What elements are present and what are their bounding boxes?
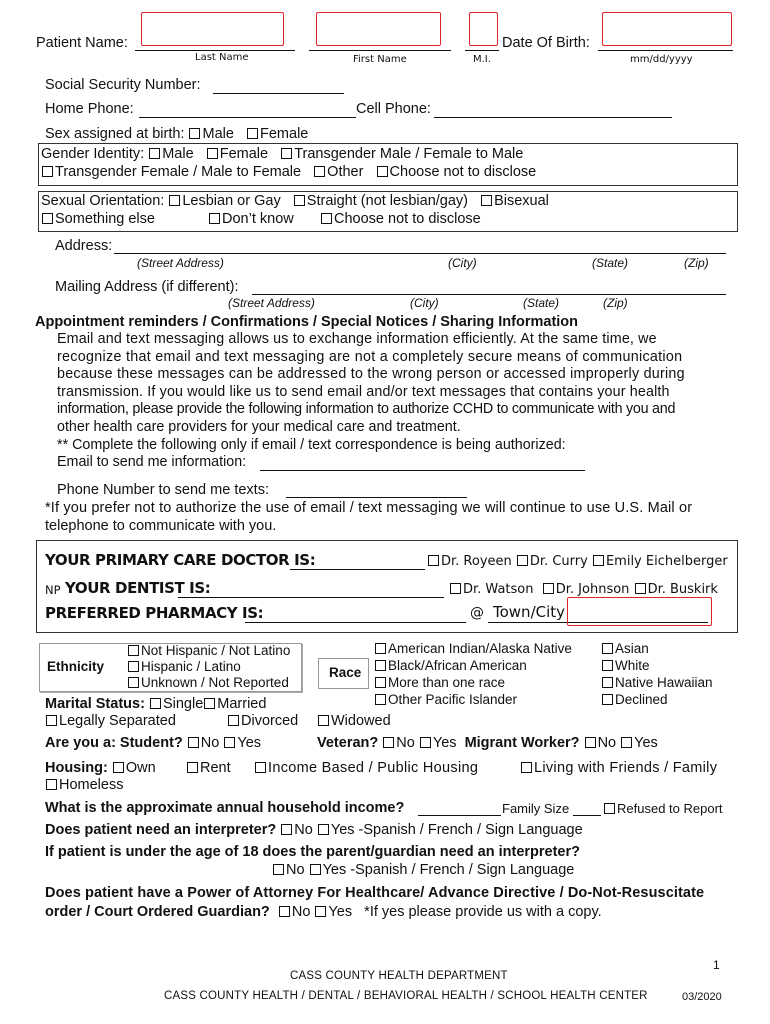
interpreter-label: Does patient need an interpreter? <box>45 822 277 838</box>
marital-row-1 <box>45 696 266 712</box>
dentist-label: YOUR DENTIST IS: <box>65 579 211 597</box>
gender-other-checkbox[interactable] <box>314 166 325 177</box>
divorced <box>227 713 298 729</box>
black-african-american-checkbox[interactable] <box>375 660 386 671</box>
migrant-yes-label: Yes <box>634 735 658 751</box>
orientation-label: Sexual Orientation: <box>41 193 165 209</box>
address-zip-caption: (Zip) <box>684 256 709 270</box>
dr-royeen-checkbox[interactable] <box>428 555 439 566</box>
address-street-caption: (Street Address) <box>137 256 224 270</box>
orientation-straight-label: Straight (not lesbian/gay) <box>306 193 468 209</box>
gender-male-label: Male <box>162 146 194 162</box>
sex-row <box>45 126 308 142</box>
orientation-else-label: Something else <box>55 211 155 227</box>
dob-caption: mm/dd/yyyy <box>630 54 693 65</box>
dr-royeen-label: Dr. Royeen <box>441 554 512 569</box>
address-label: Address: <box>55 238 113 254</box>
married-checkbox[interactable] <box>204 698 215 709</box>
migrant-no-label: No <box>597 735 617 751</box>
legally-separated <box>45 713 176 729</box>
dentist-options <box>449 582 718 597</box>
gender-trans-male-checkbox[interactable] <box>281 148 292 159</box>
dr-curry-label: Dr. Curry <box>529 554 588 569</box>
guardian-interpreter-options <box>272 862 574 878</box>
american-indian-checkbox[interactable] <box>375 643 386 654</box>
interpreter-languages <box>359 822 583 838</box>
gender-other-label: Other <box>327 164 364 180</box>
more-than-one-race-label: More than one race <box>388 675 506 690</box>
interpreter-row <box>45 822 583 838</box>
cell-phone-field[interactable] <box>434 117 672 118</box>
hispanic-checkbox[interactable] <box>128 661 139 672</box>
race-option <box>374 640 572 657</box>
address-city-caption: (City) <box>448 256 477 270</box>
interpreter-languages-text: -Spanish / French / Sign Language <box>358 822 583 838</box>
race-label: Race <box>329 665 362 680</box>
patient-name-label: Patient Name: <box>36 35 128 51</box>
dr-johnson-label: Dr. Johnson <box>555 582 630 597</box>
prefer-note-2: telephone to communicate with you. <box>45 518 277 534</box>
poa-line-1: Does patient have a Power of Attorney For Healthcare/ Advance Directive / Do-Not-Resuscitate <box>45 885 705 901</box>
white-label: White <box>615 658 650 673</box>
email-label: Email to send me information: <box>57 454 247 471</box>
gender-trans-female-checkbox[interactable] <box>42 166 53 177</box>
native-hawaiian-label: Native Hawaiian <box>615 675 713 690</box>
mailing-city-caption: (City) <box>410 296 439 310</box>
orientation-gay-label: Lesbian or Gay <box>182 193 281 209</box>
sex-male-checkbox[interactable] <box>189 128 200 139</box>
phone-texts-field[interactable] <box>286 497 467 498</box>
guardian-languages: -Spanish / French / Sign Language <box>350 862 575 878</box>
race-declined-checkbox[interactable] <box>602 694 613 705</box>
race-option <box>601 674 713 691</box>
orientation-row-1 <box>41 193 549 209</box>
family-size-field[interactable] <box>573 815 601 816</box>
housing-row <box>45 760 156 776</box>
veteran-yes-label: Yes <box>432 735 457 751</box>
veteran-yes-checkbox[interactable] <box>420 737 431 748</box>
gender-row-2 <box>41 164 536 180</box>
guardian-interpreter-label: If patient is under the age of 18 does the parent/guardian need an interpreter? <box>45 844 580 860</box>
divorced-label: Divorced <box>241 713 299 729</box>
homeless-checkbox[interactable] <box>46 779 57 790</box>
gender-trans-male-label: Transgender Male / Female to Male <box>294 146 524 162</box>
hispanic-label: Hispanic / Latino <box>141 659 241 674</box>
black-african-american-label: Black/African American <box>388 658 527 673</box>
appointment-title: Appointment reminders / Confirmations / Special Notices / Sharing Information <box>35 314 579 330</box>
primary-doctor-options <box>427 554 728 569</box>
interpreter-yes-checkbox[interactable] <box>318 824 329 835</box>
poa-label: order / Court Ordered Guardian? <box>45 904 270 920</box>
mailing-zip-caption: (Zip) <box>603 296 628 310</box>
sex-female-checkbox[interactable] <box>247 128 258 139</box>
home-phone-field[interactable] <box>139 117 356 118</box>
ethnicity-option <box>127 659 290 675</box>
student-row <box>45 735 261 751</box>
ethnicity-unknown-label: Unknown / Not Reported <box>141 675 289 690</box>
race-option <box>601 657 713 674</box>
appointment-paragraph <box>57 331 730 472</box>
family-size-label: Family Size <box>502 801 570 816</box>
emily-eichelberger-checkbox[interactable] <box>593 555 604 566</box>
page-number: 1 <box>713 958 720 972</box>
race-option <box>374 691 572 708</box>
widowed-label: Widowed <box>331 713 391 729</box>
gender-no-disclose-checkbox[interactable] <box>377 166 388 177</box>
orientation-straight-checkbox[interactable] <box>294 195 305 206</box>
gender-female-label: Female <box>219 146 269 162</box>
income-label: What is the approximate annual household income? <box>45 800 405 816</box>
race-option <box>601 640 713 657</box>
orientation-bisexual-checkbox[interactable] <box>481 195 492 206</box>
mi-underline <box>465 50 499 51</box>
pharmacy-at: @ <box>470 605 484 621</box>
refused-label: Refused to Report <box>617 801 723 816</box>
poa-yes-label: Yes <box>328 904 353 920</box>
income-based-checkbox[interactable] <box>255 762 266 773</box>
ethnicity-label: Ethnicity <box>47 659 105 674</box>
email-field[interactable] <box>260 470 585 471</box>
guardian-yes-checkbox[interactable] <box>310 864 321 875</box>
not-hispanic-checkbox[interactable] <box>128 645 139 656</box>
home-phone-label: Home Phone: <box>45 101 134 117</box>
orientation-dont-know <box>208 211 294 227</box>
dentist-field[interactable] <box>178 597 444 598</box>
poa-row-2 <box>45 904 602 920</box>
orientation-gay-checkbox[interactable] <box>169 195 180 206</box>
dr-watson-label: Dr. Watson <box>463 582 534 597</box>
income-field[interactable] <box>418 815 501 816</box>
student-yes-checkbox[interactable] <box>224 737 235 748</box>
refused-checkbox[interactable] <box>604 803 615 814</box>
dr-watson-checkbox[interactable] <box>450 583 461 594</box>
sex-female-label: Female <box>260 126 309 142</box>
not-hispanic-label: Not Hispanic / Not Latino <box>141 643 291 658</box>
rent-label: Rent <box>200 760 231 776</box>
asian-label: Asian <box>615 641 649 656</box>
first-name-underline <box>309 50 451 51</box>
housing-income-based <box>254 760 478 776</box>
race-options-left <box>374 640 572 708</box>
housing-homeless <box>45 777 123 793</box>
ethnicity-options <box>127 643 290 691</box>
student-yes-label: Yes <box>237 735 262 751</box>
footer-department: CASS COUNTY HEALTH DEPARTMENT <box>290 970 508 982</box>
ssn-label: Social Security Number: <box>45 77 201 93</box>
middle-initial-field[interactable] <box>469 12 498 46</box>
income-based-label: Income Based / Public Housing <box>268 760 479 776</box>
housing-friends <box>520 760 717 776</box>
housing-rent <box>186 760 231 776</box>
legally-separated-checkbox[interactable] <box>46 715 57 726</box>
other-pacific-islander-checkbox[interactable] <box>375 694 386 705</box>
orientation-no-disclose-checkbox[interactable] <box>321 213 332 224</box>
emily-eichelberger-label: Emily Eichelberger <box>605 554 728 569</box>
dob-label: Date Of Birth: <box>502 35 590 51</box>
orientation-row-2 <box>41 211 155 227</box>
student-no-checkbox[interactable] <box>188 737 199 748</box>
address-field[interactable] <box>114 253 726 254</box>
asian-checkbox[interactable] <box>602 643 613 654</box>
orientation-no-disclose-label: Choose not to disclose <box>334 211 481 227</box>
race-options-right <box>601 640 713 708</box>
last-name-caption: Last Name <box>195 52 249 63</box>
mailing-street-caption: (Street Address) <box>228 296 315 310</box>
own-checkbox[interactable] <box>113 762 124 773</box>
town-city-label: Town/City <box>493 603 566 621</box>
single-label: Single <box>162 696 204 712</box>
dob-underline <box>598 50 733 51</box>
guardian-no-checkbox[interactable] <box>273 864 284 875</box>
race-option <box>374 657 572 674</box>
veteran-row <box>317 735 658 751</box>
orientation-dont-know-label: Don’t know <box>222 211 294 227</box>
poa-note: *If yes please provide us with a copy. <box>364 904 602 920</box>
first-name-caption: First Name <box>353 54 407 65</box>
american-indian-label: American Indian/Alaska Native <box>388 641 572 656</box>
np-prefix: NP <box>45 583 61 597</box>
paragraph-line: because these messages can be addressed to the wrong person or accessed improperly during <box>57 366 685 383</box>
dr-buskirk-checkbox[interactable] <box>635 583 646 594</box>
veteran-no-label: No <box>396 735 415 751</box>
footer-centers: CASS COUNTY HEALTH / DENTAL / BEHAVIORAL HEALTH / SCHOOL HEALTH CENTER <box>164 990 648 1002</box>
interpreter-yes-label: Yes <box>330 822 355 838</box>
primary-doctor-field[interactable] <box>290 569 425 570</box>
gender-trans-female-label: Transgender Female / Male to Female <box>55 164 302 180</box>
first-name-field[interactable] <box>316 12 441 46</box>
town-city-field[interactable] <box>567 597 712 626</box>
race-option <box>374 674 572 691</box>
orientation-bisexual-label: Bisexual <box>494 193 549 209</box>
rent-checkbox[interactable] <box>187 762 198 773</box>
complete-note: ** Complete the following only if email / text correspondence is being authorized: <box>57 436 566 453</box>
sex-male-label: Male <box>202 126 234 142</box>
widowed-checkbox[interactable] <box>318 715 329 726</box>
migrant-no-checkbox[interactable] <box>585 737 596 748</box>
mailing-address-field[interactable] <box>252 294 726 295</box>
veteran-no-checkbox[interactable] <box>383 737 394 748</box>
paragraph-line: recognize that email and text messaging are not a completely secure means of communication <box>57 348 683 365</box>
ethnicity-option <box>127 675 290 691</box>
housing-label: Housing: <box>45 760 108 776</box>
veteran-label: Veteran? <box>317 735 379 751</box>
race-option <box>601 691 713 708</box>
married-label: Married <box>217 696 267 712</box>
phone-texts-label: Phone Number to send me texts: <box>57 482 269 498</box>
dr-curry-checkbox[interactable] <box>517 555 528 566</box>
paragraph-line: other health care providers for your medical care and treatment. <box>57 418 461 435</box>
orientation-else-checkbox[interactable] <box>42 213 53 224</box>
poa-no-checkbox[interactable] <box>279 906 290 917</box>
mailing-label: Mailing Address (if different): <box>55 279 239 295</box>
gender-male-checkbox[interactable] <box>149 148 160 159</box>
mi-caption: M.I. <box>473 54 491 65</box>
last-name-field[interactable] <box>141 12 284 46</box>
gender-no-disclose-label: Choose not to disclose <box>389 164 537 180</box>
paragraph-line: transmission. If you would like us to send email and/or text messages that contains your health <box>57 383 670 400</box>
orientation-dont-know-checkbox[interactable] <box>209 213 220 224</box>
interpreter-no-label: No <box>294 822 313 838</box>
dr-buskirk-label: Dr. Buskirk <box>647 582 718 597</box>
native-hawaiian-checkbox[interactable] <box>602 677 613 688</box>
student-no-label: No <box>200 735 220 751</box>
mailing-state-caption: (State) <box>523 296 560 310</box>
living-with-friends-checkbox[interactable] <box>521 762 532 773</box>
migrant-yes-checkbox[interactable] <box>621 737 632 748</box>
pharmacy-field[interactable] <box>245 622 466 623</box>
ssn-field[interactable] <box>213 93 344 94</box>
dr-johnson-checkbox[interactable] <box>543 583 554 594</box>
poa-yes-checkbox[interactable] <box>315 906 326 917</box>
orientation-no-disclose <box>320 211 481 227</box>
race-declined-label: Declined <box>615 692 668 707</box>
more-than-one-race-checkbox[interactable] <box>375 677 386 688</box>
divorced-checkbox[interactable] <box>228 715 239 726</box>
primary-doctor-label: YOUR PRIMARY CARE DOCTOR IS: <box>45 551 316 569</box>
paragraph-line: Email and text messaging allows us to exchange information efficiently. At the same time, we <box>57 331 657 347</box>
gender-female-checkbox[interactable] <box>207 148 218 159</box>
own-label: Own <box>125 760 156 776</box>
gender-label: Gender Identity: <box>41 146 145 162</box>
migrant-label: Migrant Worker? <box>464 735 580 751</box>
legally-separated-label: Legally Separated <box>59 713 176 729</box>
widowed <box>317 713 391 729</box>
cell-phone-label: Cell Phone: <box>356 101 431 117</box>
footer-date: 03/2020 <box>682 991 722 1003</box>
date-of-birth-field[interactable] <box>602 12 732 46</box>
guardian-yes-label: Yes <box>322 862 347 878</box>
address-state-caption: (State) <box>592 256 629 270</box>
white-checkbox[interactable] <box>602 660 613 671</box>
refused-row <box>603 801 723 816</box>
single-checkbox[interactable] <box>150 698 161 709</box>
marital-label: Marital Status: <box>45 696 145 712</box>
gender-row-1 <box>41 146 523 162</box>
last-name-underline <box>135 50 295 51</box>
interpreter-no-checkbox[interactable] <box>281 824 292 835</box>
sex-label: Sex assigned at birth: <box>45 126 185 142</box>
pharmacy-label: PREFERRED PHARMACY IS: <box>45 604 264 622</box>
homeless-label: Homeless <box>59 777 124 793</box>
paragraph-line: information, please provide the following information to authorize CCHD to communicate with you and <box>57 401 676 418</box>
prefer-note-1: *If you prefer not to authorize the use of email / text messaging we will continue to use U.S. Mail or <box>45 500 693 516</box>
poa-no-label: No <box>291 904 311 920</box>
ethnicity-unknown-checkbox[interactable] <box>128 677 139 688</box>
student-label: Are you a: Student? <box>45 735 183 751</box>
other-pacific-islander-label: Other Pacific Islander <box>388 692 518 707</box>
ethnicity-option <box>127 643 290 659</box>
guardian-no-label: No <box>286 862 305 878</box>
living-with-friends-label: Living with Friends / Family <box>534 760 718 776</box>
